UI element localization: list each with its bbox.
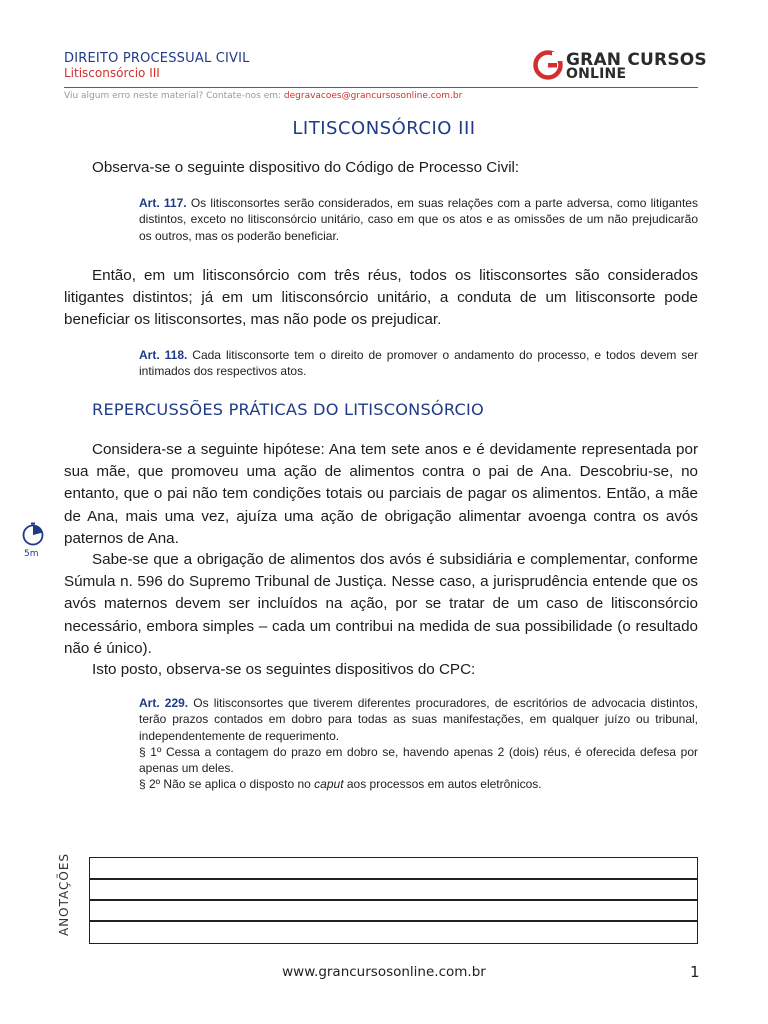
paragraph-considera: Considera-se a seguinte hipótese: Ana tem sete anos e é devidamente representada por sua mãe, que promoveu uma ação de alimentos contra o pai de Ana. Descobriu-se, no entanto, que o pai não tem condições totais ou parciais de pagar os alimentos. Então, a mãe de Ana, mais uma vez, ajuíza uma ação de obrigação alimentar avoenga contra os avós paternos de Ana. [64, 441, 698, 547]
notes-box [89, 857, 698, 944]
paragraph-sabe: Sabe-se que a obrigação de alimentos dos avós é subsidiária e complementar, conforme Súmula n. 596 do Supremo Tribunal de Justiça. Nesse caso, a jurisprudência entende que os avós maternos devem ser incluídos na ação, por se tratar de um caso de litisconsórcio necessário, embora simples – cada um contribui na medida de sua possibilidade (o resultado não é único). [64, 551, 698, 657]
paragraph-entao: Então, em um litisconsórcio com três réus, todos os litisconsortes são considerados litigantes distintos; já em um litisconsórcio unitário, a conduta de um litisconsorte pode beneficiar os litisconsortes, mas não pode os prejudicar. [64, 267, 698, 329]
notes-line [90, 899, 697, 901]
article-229-label: Art. 229. [139, 696, 189, 710]
article-117-quote [139, 195, 698, 244]
article-229-paragraph-2: § 2º Não se aplica o disposto no caput aos processos em autos eletrônicos. [139, 777, 542, 792]
error-report-email-link[interactable]: degravacoes@grancursosonline.com.br [283, 91, 463, 101]
error-report-text: Viu algum erro neste material? Contate-nos em: [64, 91, 284, 101]
error-report-line [64, 91, 462, 101]
gran-cursos-logo [533, 50, 707, 84]
article-229-caput [139, 695, 698, 744]
paragraph-isto-posto: Isto posto, observa-se os seguintes dispositivos do CPC: [92, 661, 476, 678]
caput-term: caput [314, 777, 344, 792]
intro-paragraph: Observa-se o seguinte dispositivo do Código de Processo Civil: [92, 159, 520, 176]
logo-text-line1: GRAN CURSOS [566, 50, 707, 70]
page-title: LITISCONSÓRCIO III [292, 118, 476, 139]
header-divider [64, 87, 698, 88]
stopwatch-icon [21, 522, 45, 546]
section-heading: REPERCUSSÕES PRÁTICAS DO LITISCONSÓRCIO [92, 400, 484, 419]
header-topic: Litisconsórcio III [64, 66, 160, 80]
notes-line [90, 878, 697, 880]
footer-url-link[interactable]: www.grancursosonline.com.br [282, 964, 486, 980]
article-117-label: Art. 117. [139, 196, 187, 210]
article-229-text: Os litisconsortes que tiverem diferentes procuradores, de escritórios de advocacia distintos, terão prazos contados em dobro para todas as suas manifestações, em qualquer juízo ou tribunal, independentemente de requerimento. [139, 696, 698, 743]
article-118-label: Art. 118. [139, 348, 188, 362]
gran-logo-mark-icon [533, 50, 563, 80]
timer-label: 5m [24, 549, 39, 559]
article-229-paragraph-1: § 1º Cessa a contagem do prazo em dobro se, havendo apenas 2 (dois) réus, é oferecida defesa por apenas um deles. [139, 744, 698, 776]
page-number: 1 [690, 963, 700, 981]
article-229-quote [139, 695, 698, 793]
article-118-text: Cada litisconsorte tem o direito de promover o andamento do processo, e todos devem ser intimados dos respectivos atos. [139, 348, 698, 379]
header-subject: DIREITO PROCESSUAL CIVIL [64, 51, 250, 66]
notes-line [90, 920, 697, 922]
notes-label: ANOTAÇÕES [57, 852, 71, 936]
logo-text-line2: ONLINE [566, 66, 627, 82]
article-118-quote [139, 347, 698, 380]
article-117-text: Os litisconsortes serão considerados, em suas relações com a parte adversa, como litigantes distintos, exceto no litisconsórcio unitário, caso em que os atos e as omissões de um não prejudicarão os outros, mas os poderão beneficiar. [139, 196, 698, 243]
